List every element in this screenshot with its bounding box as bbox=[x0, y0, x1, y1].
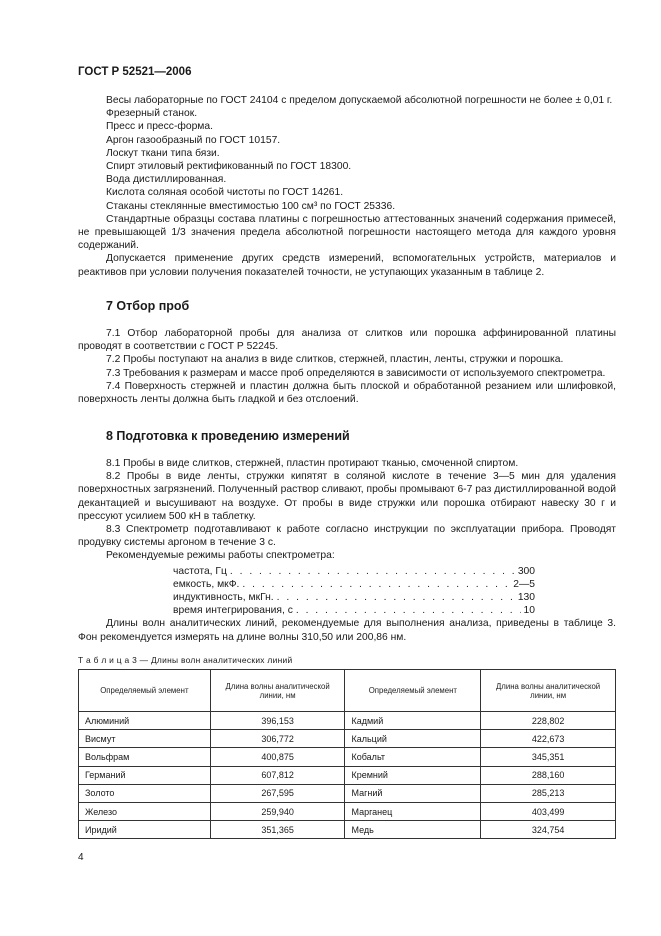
section-paragraph: 7.1 Отбор лабораторной пробы для анализа от слитков или порошка аффинированной платины проводят в соответствии с ГОСТ Р 52245. bbox=[78, 328, 616, 353]
table-row bbox=[79, 748, 616, 766]
mode-row: время интегрирования, с . . . 10 bbox=[173, 604, 535, 617]
table-cell: 267,595 bbox=[210, 784, 345, 802]
section-paragraph: Рекомендуемые режимы работы спектрометра: bbox=[106, 550, 335, 562]
table-row bbox=[79, 766, 616, 784]
table-cell: Магний bbox=[345, 784, 481, 802]
mode-row: индуктивность, мкГн. . . . 130 bbox=[173, 591, 535, 604]
section-8-body bbox=[78, 457, 616, 644]
section-paragraph: Длины волн аналитических линий, рекомендуемые для выполнения анализа, приведены в таблице 3. Фон рекомендуется измерять на длине волны 310,50 или 200,86 нм. bbox=[78, 618, 616, 643]
intro-paragraph: Аргон газообразный по ГОСТ 10157. bbox=[106, 134, 281, 146]
intro-paragraph: Вода дистиллированная. bbox=[106, 174, 227, 186]
section-paragraph: 8.3 Спектрометр подготавливают к работе согласно инструкции по эксплуатации прибора. Проводят продувку системы аргоном в течение 3 с. bbox=[78, 524, 616, 549]
column-header: Длина волны аналитической линии, нм bbox=[210, 670, 345, 712]
table-cell: 259,940 bbox=[210, 802, 345, 820]
table-row bbox=[79, 712, 616, 730]
table-cell: 422,673 bbox=[481, 730, 616, 748]
table-cell: Марганец bbox=[345, 802, 481, 820]
table-cell: Кремний bbox=[345, 766, 481, 784]
table-cell: 228,802 bbox=[481, 712, 616, 730]
table-cell: 324,754 bbox=[481, 821, 616, 839]
column-header: Определяемый элемент bbox=[79, 670, 211, 712]
table-cell: Железо bbox=[79, 802, 211, 820]
table-cell: 306,772 bbox=[210, 730, 345, 748]
mode-row: емкость, мкФ. . . . 2—5 bbox=[173, 578, 535, 591]
table-cell: 285,213 bbox=[481, 784, 616, 802]
table-cell: Иридий bbox=[79, 821, 211, 839]
column-header: Длина волны аналитической линии, нм bbox=[481, 670, 616, 712]
intro-paragraph: Стандартные образцы состава платины с погрешностью аттестованных значений содержания примесей, не превышающей 1/3 значения предела абсолютной погрешности настоящего метода для каждого уровня содержаний. bbox=[78, 213, 616, 252]
table-cell: 351,365 bbox=[210, 821, 345, 839]
table-cell: Висмут bbox=[79, 730, 211, 748]
table-cell: Кобальт bbox=[345, 748, 481, 766]
intro-paragraph: Пресс и пресс-форма. bbox=[106, 121, 213, 133]
table-cell: Кальций bbox=[345, 730, 481, 748]
table-row bbox=[79, 730, 616, 748]
intro-block bbox=[78, 94, 616, 279]
section-7-title: 7 Отбор проб bbox=[106, 299, 190, 313]
table-row bbox=[79, 802, 616, 820]
intro-paragraph: Спирт этиловый ректификованный по ГОСТ 18300. bbox=[106, 161, 352, 173]
wavelength-table bbox=[78, 669, 616, 839]
section-8-title: 8 Подготовка к проведению измерений bbox=[106, 429, 350, 443]
spectrometer-modes-list bbox=[78, 565, 616, 618]
table-cell: Алюминий bbox=[79, 712, 211, 730]
table-cell: Кадмий bbox=[345, 712, 481, 730]
table-cell: Золото bbox=[79, 784, 211, 802]
intro-paragraph: Фрезерный станок. bbox=[106, 108, 198, 120]
intro-paragraph: Кислота соляная особой чистоты по ГОСТ 14261. bbox=[106, 187, 344, 199]
table-cell: Вольфрам bbox=[79, 748, 211, 766]
intro-paragraph: Стаканы стеклянные вместимостью 100 см³ по ГОСТ 25336. bbox=[106, 200, 396, 212]
table-cell: 396,153 bbox=[210, 712, 345, 730]
table-cell: 403,499 bbox=[481, 802, 616, 820]
document-header: ГОСТ Р 52521—2006 bbox=[78, 66, 192, 78]
table-cell: Медь bbox=[345, 821, 481, 839]
section-paragraph: 7.2 Пробы поступают на анализ в виде слитков, стержней, пластин, ленты, стружки и порошка. bbox=[106, 354, 564, 366]
section-7-body bbox=[78, 327, 616, 406]
intro-paragraph: Лоскут ткани типа бязи. bbox=[106, 147, 220, 159]
section-paragraph: 7.4 Поверхность стержней и пластин должна быть плоской и обработанной резанием или шлифовкой, поверхность ленты должна быть гладкой и без отслоений. bbox=[78, 380, 616, 406]
table-cell: 345,351 bbox=[481, 748, 616, 766]
table-cell: 607,812 bbox=[210, 766, 345, 784]
table-row bbox=[79, 821, 616, 839]
intro-paragraph: Весы лабораторные по ГОСТ 24104 с пределом допускаемой абсолютной погрешности не более ± 0,01 г. bbox=[106, 95, 613, 106]
table-cell: Германий bbox=[79, 766, 211, 784]
section-paragraph: 7.3 Требования к размерам и массе проб определяются в зависимости от используемого спектрометра. bbox=[106, 367, 606, 379]
table-cell: 400,875 bbox=[210, 748, 345, 766]
mode-row: частота, Гц . . . 300 bbox=[173, 565, 535, 578]
table-header-row bbox=[79, 670, 616, 712]
column-header: Определяемый элемент bbox=[345, 670, 481, 712]
table-cell: 288,160 bbox=[481, 766, 616, 784]
table-caption: Т а б л и ц а 3 — Длины волн аналитических линий bbox=[78, 655, 293, 665]
intro-paragraph: Допускается применение других средств измерений, вспомогательных устройств, материалов и реактивов при условии получения показателей точности, не уступающих указанным в таблице 2. bbox=[78, 253, 616, 278]
page-number: 4 bbox=[78, 852, 84, 863]
section-paragraph: 8.1 Пробы в виде слитков, стержней, пластин протирают тканью, смоченной спиртом. bbox=[106, 458, 519, 469]
section-paragraph: 8.2 Пробы в виде ленты, стружки кипятят в соляной кислоте в течение 3—5 мин для удаления поверхностных загрязнений. Полученный раствор сливают, пробы промывают 6-7 раз дистиллированной водой декантацией и высушивают на воздухе. От пробы в виде стружки или порошка отбирают навеску 30 г и прессуют усилием 500 кН в таблетку. bbox=[78, 471, 616, 522]
table-row bbox=[79, 784, 616, 802]
